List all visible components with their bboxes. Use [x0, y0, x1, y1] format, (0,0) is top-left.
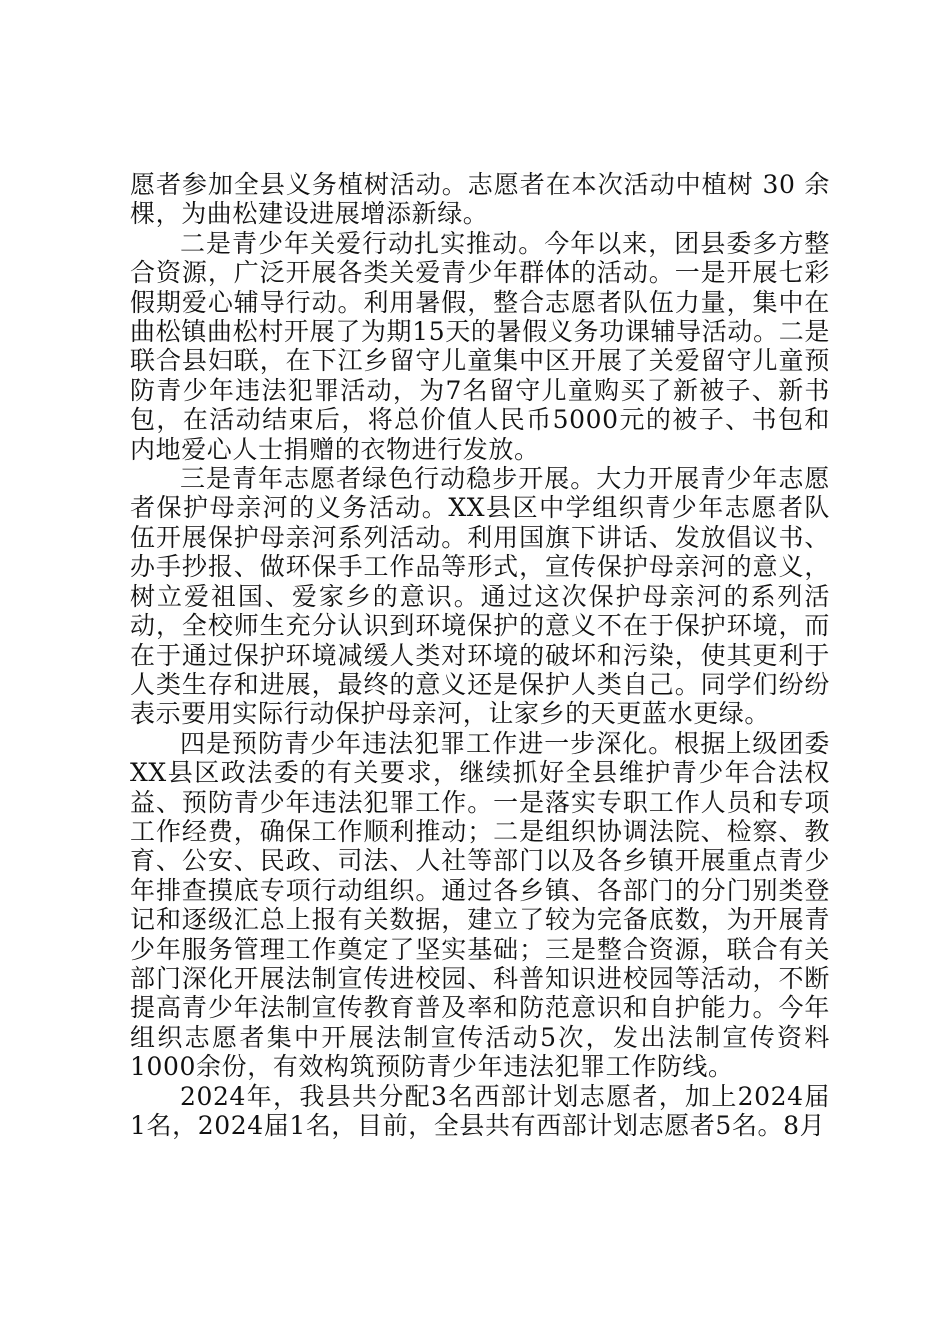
- paragraph-green-action: 三是青年志愿者绿色行动稳步开展。大力开展青少年志愿者保护母亲河的义务活动。XX县区中学组织青少年志愿者队伍开展保护母亲河系列活动。利用国旗下讲话、发放倡议书、办手抄报、做环保手工作品等形式，宣传保护母亲河的意义，树立爱祖国、爱家乡的意识。通过这次保护母亲河的系列活动，全校师生充分认识到环境保护的意义不在于保护环境，而在于通过保护环境减缓人类对环境的破坏和污染，使其更利于人类生存和进展，最终的意义还是保护人类自己。同学们纷纷表示要用实际行动保护母亲河，让家乡的天更蓝水更绿。: [130, 464, 830, 729]
- document-page: [130, 170, 830, 1140]
- paragraph-youth-care: 二是青少年关爱行动扎实推动。今年以来，团县委多方整合资源，广泛开展各类关爱青少年群体的活动。一是开展七彩假期爱心辅导行动。利用暑假，整合志愿者队伍力量，集中在曲松镇曲松村开展了为期15天的暑假义务功课辅导活动。二是联合县妇联，在下江乡留守儿童集中区开展了关爱留守儿童预防青少年违法犯罪活动，为7名留守儿童购买了新被子、新书包，在活动结束后，将总价值人民币5000元的被子、书包和内地爱心人士捐赠的衣物进行发放。: [130, 228, 830, 464]
- paragraph-continuation: 愿者参加全县义务植树活动。志愿者在本次活动中植树 30 余棵，为曲松建设进展增添新绿。: [130, 170, 830, 229]
- paragraph-crime-prevention: 四是预防青少年违法犯罪工作进一步深化。根据上级团委XX县区政法委的有关要求，继续抓好全县维护青少年合法权益、预防青少年违法犯罪工作。一是落实专职工作人员和专项工作经费，确保工作顺利推动；二是组织协调法院、检察、教育、公安、民政、司法、人社等部门以及各乡镇开展重点青少年排查摸底专项行动组织。通过各乡镇、各部门的分门别类登记和逐级汇总上报有关数据，建立了较为完备底数，为开展青少年服务管理工作奠定了坚实基础；三是整合资源，联合有关部门深化开展法制宣传进校园、科普知识进校园等活动，不断提高青少年法制宣传教育普及率和防范意识和自护能力。今年组织志愿者集中开展法制宣传活动5次，发出法制宣传资料1000余份，有效构筑预防青少年违法犯罪工作防线。: [130, 728, 830, 1082]
- paragraph-western-plan: 2024年，我县共分配3名西部计划志愿者，加上2024届1名，2024届1名，目前，全县共有西部计划志愿者5名。8月: [130, 1081, 830, 1140]
